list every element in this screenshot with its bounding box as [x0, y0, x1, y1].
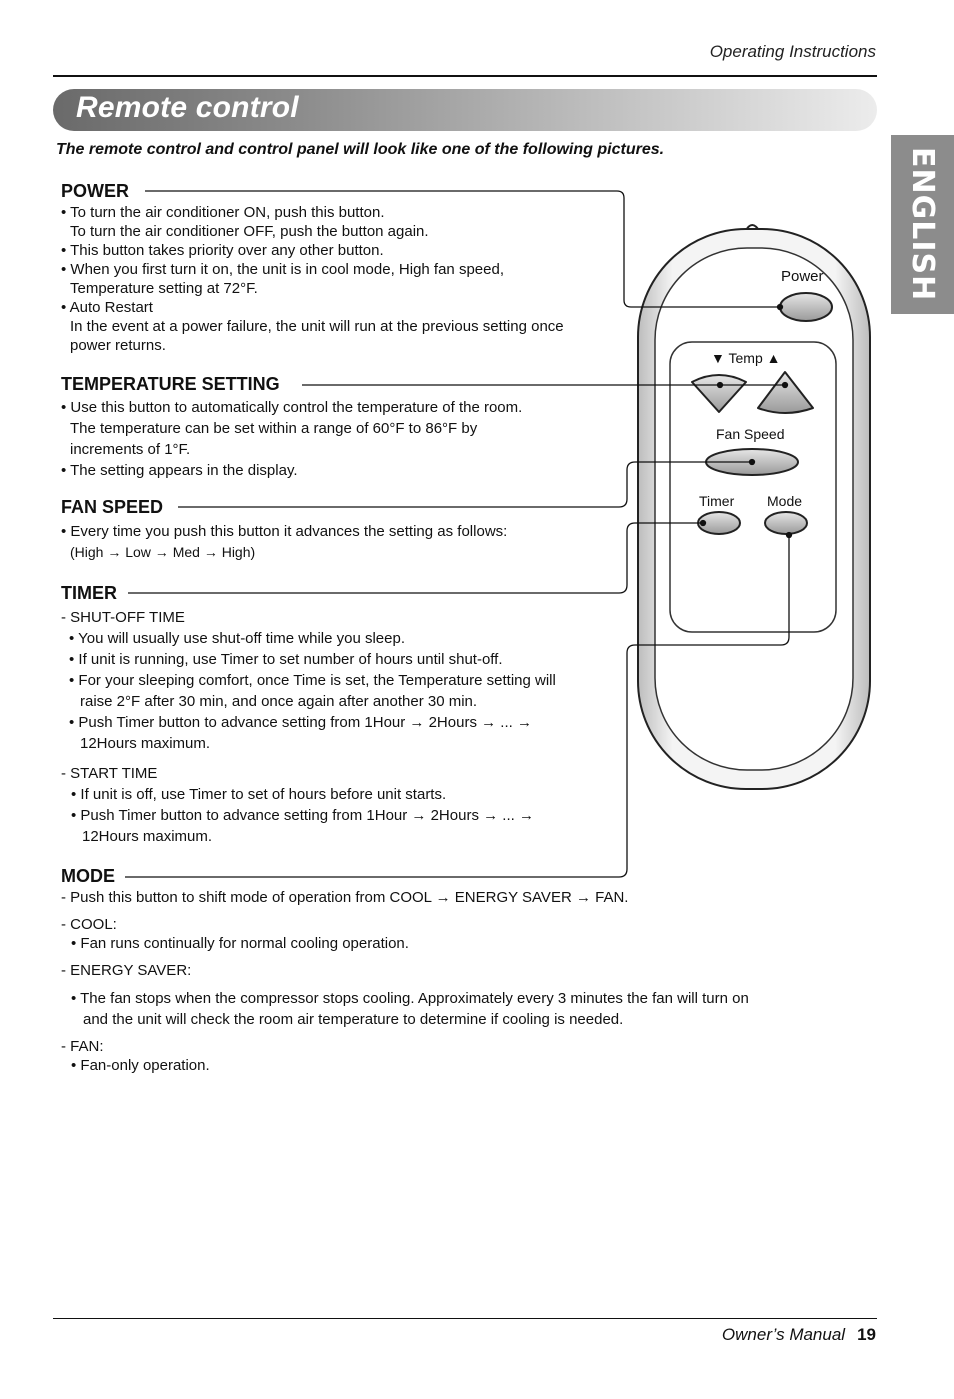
- mode-description: - Push this button to shift mode of operation from COOL → ENERGY SAVER → FAN.: [61, 889, 629, 906]
- timer-shutoff-description: - SHUT-OFF TIME • You will usually use shut-off time while you sleep. • If unit is running, use Timer to set number of hours until shut-off. • For your sleeping comfort, once Time is set, the Temperature setting will raise 2°F after 30 min, and once again after another 30 min. • Push Timer button to advance setting from 1Hour → 2Hours → ... → 12Hours maximum.: [61, 609, 556, 752]
- bottom-rule: [53, 1318, 877, 1319]
- timer-heading: TIMER: [61, 583, 127, 604]
- page-title: Remote control: [76, 91, 299, 124]
- power-description: • To turn the air conditioner ON, push this button. To turn the air conditioner OFF, push the button again. • This button takes priority over any other button. • When you first turn it on, the unit is in cool mode, High fan speed, Temperature setting at 72°F. • Auto Restart In the event at a power failure, the unit will run at the previous setting once power returns.: [61, 204, 564, 354]
- mode-cool: - COOL: • Fan runs continually for normal cooling operation.: [61, 916, 409, 952]
- temperature-description: • Use this button to automatically control the temperature of the room. The temperature can be set within a range of 60°F to 86°F by increments of 1°F. • The setting appears in the display.: [61, 399, 523, 479]
- footer: [722, 1325, 876, 1345]
- mode-fan: - FAN: • Fan-only operation.: [61, 1038, 210, 1074]
- temp-label: ▼ Temp ▲: [711, 350, 781, 366]
- page-number: 19: [857, 1325, 876, 1344]
- footer-manual: Owner’s Manual: [721, 1325, 846, 1344]
- power-button[interactable]: [780, 293, 832, 321]
- mode-energy-saver-title: - ENERGY SAVER:: [61, 962, 192, 979]
- mode-heading: MODE: [61, 866, 125, 887]
- fan-speed-description: • Every time you push this button it advances the setting as follows: (High → Low → Med → High): [61, 523, 508, 560]
- fan-speed-label: Fan Speed: [716, 426, 785, 442]
- timer-start-description: - START TIME • If unit is off, use Timer to set of hours before unit starts. • Push Timer button to advance setting from 1Hour → 2Hours → ... → 12Hours maximum.: [61, 765, 534, 845]
- running-header: Operating Instructions: [709, 42, 876, 61]
- power-heading: POWER: [61, 181, 139, 202]
- timer-label: Timer: [699, 493, 735, 509]
- mode-label: Mode: [767, 493, 803, 509]
- fan-speed-heading: FAN SPEED: [61, 497, 173, 518]
- mode-energy-saver: • The fan stops when the compressor stops cooling. Approximately every 3 minutes the fan will turn on and the unit will check the room air temperature to determine if cooling is needed.: [71, 990, 749, 1028]
- intro-text: The remote control and control panel will look like one of the following pictures.: [56, 141, 665, 158]
- language-tab-label: ENGLISH: [905, 147, 940, 302]
- temperature-heading: TEMPERATURE SETTING: [61, 374, 290, 395]
- mode-button[interactable]: [765, 512, 807, 534]
- power-label: Power: [781, 268, 824, 285]
